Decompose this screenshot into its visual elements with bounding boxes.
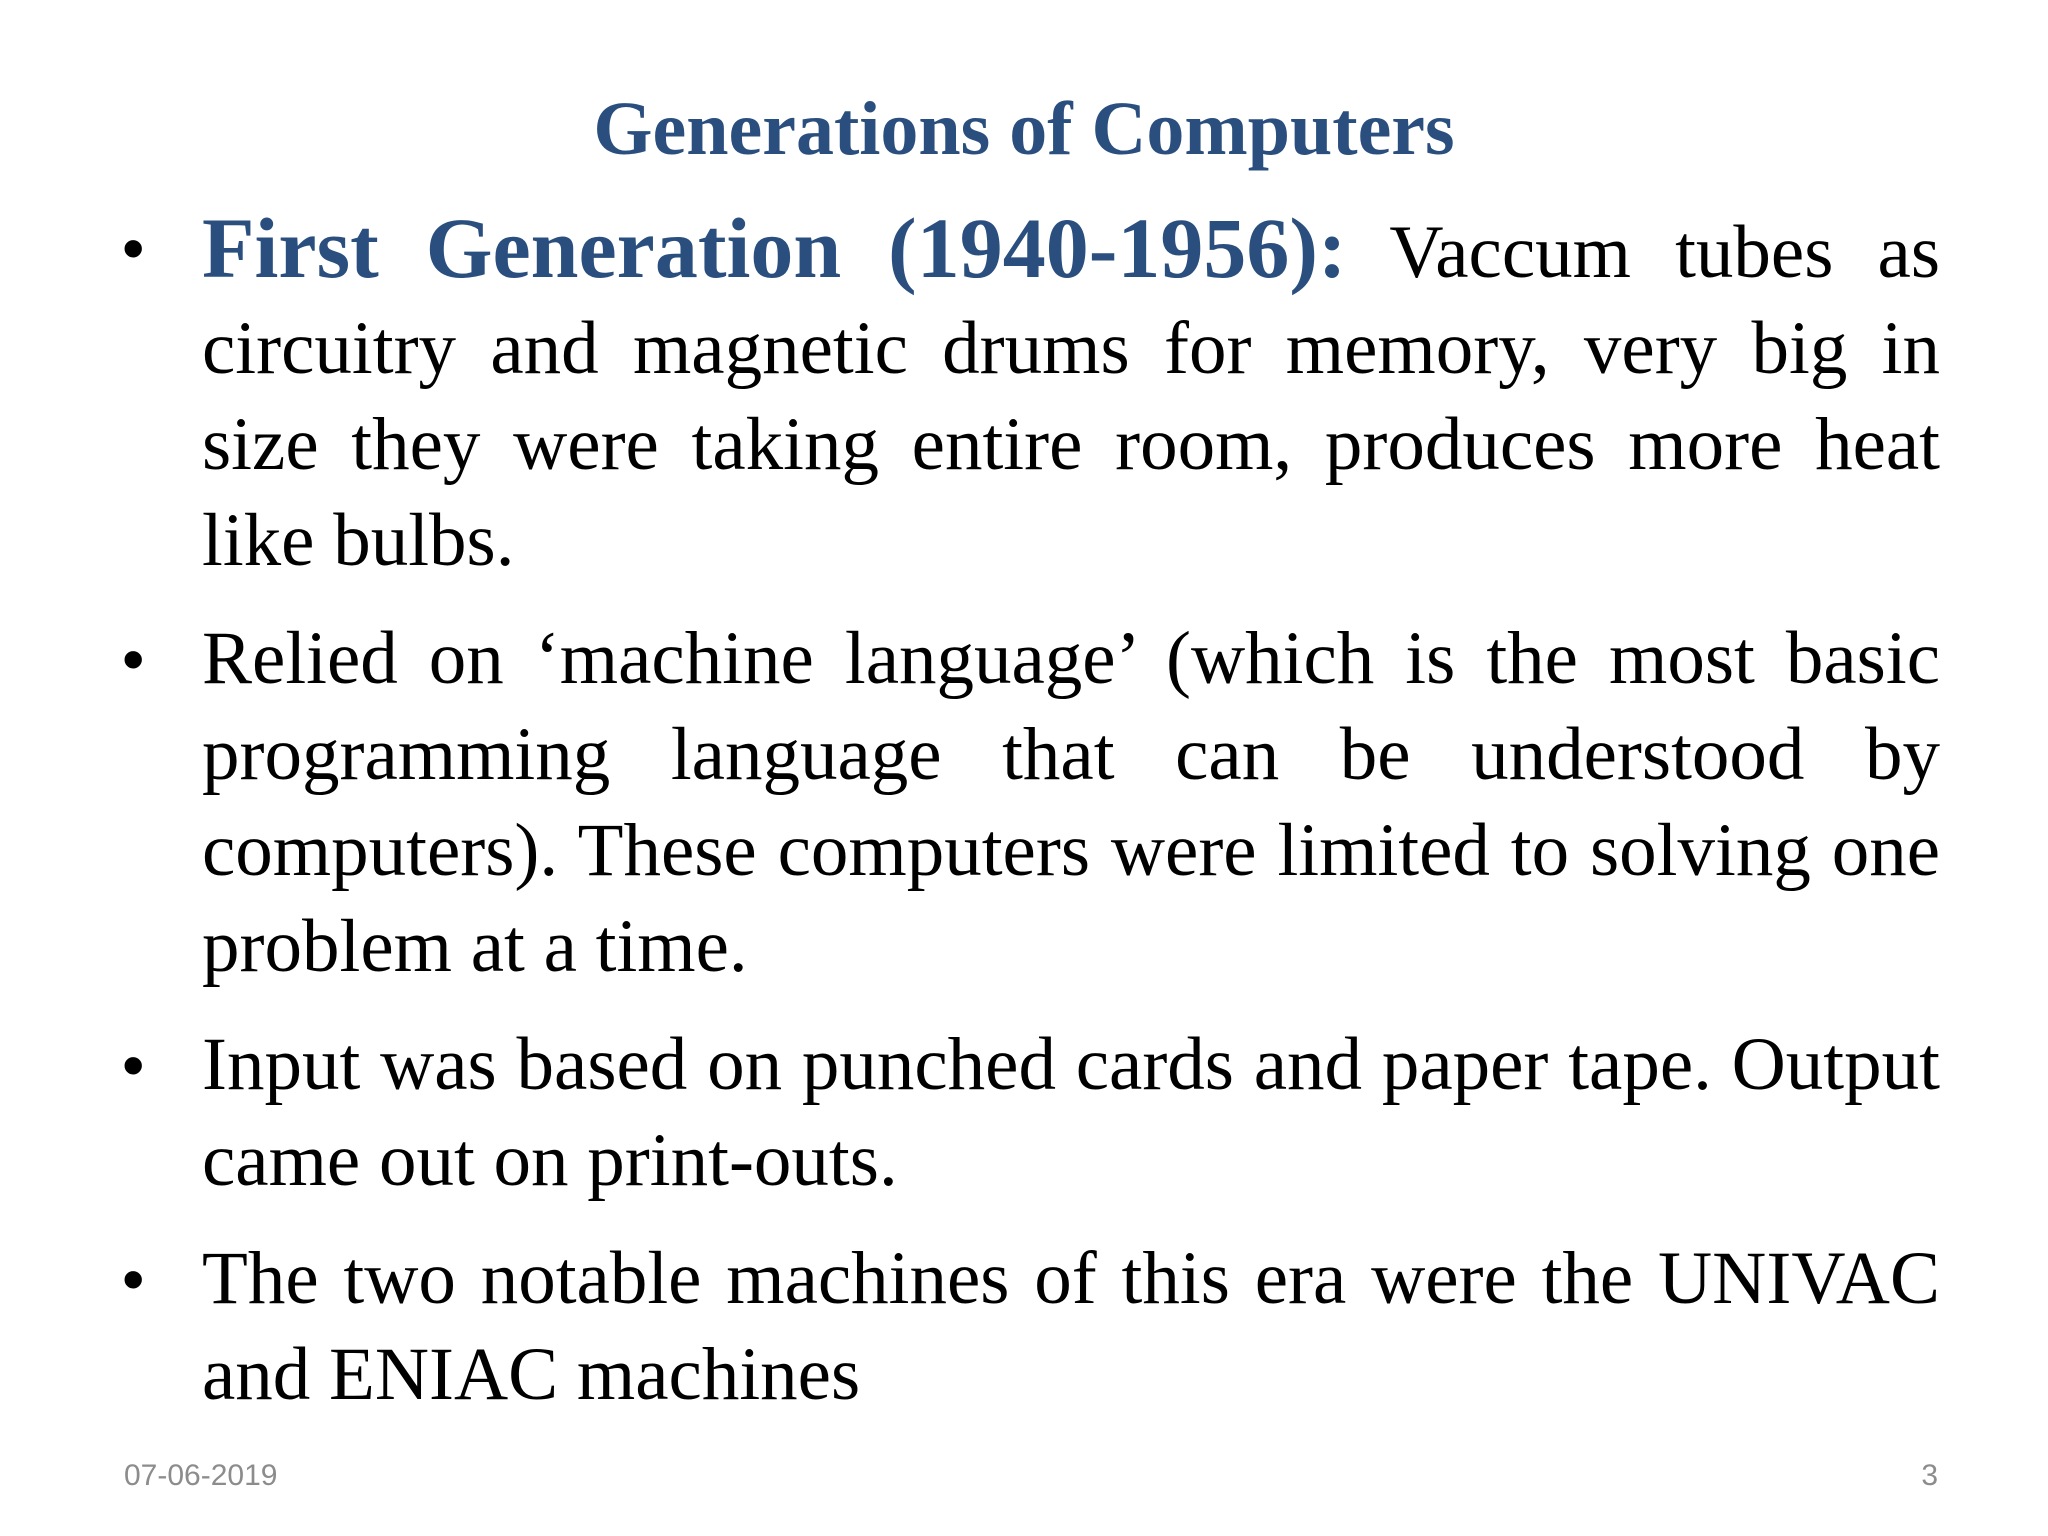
- bullet-list: [122, 200, 1940, 1445]
- slide-title: Generations of Computers: [593, 87, 1455, 171]
- bullet-text: Relied on ‘machine language’ (which is the most basic programming language that can be understood by computers). These computers were limited to solving one problem at a time.: [202, 617, 1940, 988]
- bullet-text: Input was based on punched cards and paper tape. Output came out on print-outs.: [202, 1023, 1940, 1202]
- bullet-icon: •: [122, 1029, 145, 1101]
- bullet-lead-text: First Generation (1940-1956):: [202, 200, 1347, 296]
- bullet-item-input-output: [122, 1017, 1940, 1209]
- bullet-item-notable-machines: [122, 1231, 1940, 1423]
- footer-date: 07-06-2019: [124, 1459, 278, 1492]
- bullet-icon: •: [122, 1243, 145, 1315]
- bullet-icon: •: [122, 212, 145, 284]
- bullet-item-machine-language: [122, 611, 1940, 995]
- bullet-text: Vaccum tubes as circuitry and magnetic drums for memory, very big in size they were taking entire room, produces more heat like bulbs.: [202, 211, 1941, 582]
- bullet-icon: •: [122, 623, 145, 695]
- footer-page-number: 3: [1921, 1459, 1938, 1492]
- bullet-item-first-generation: [122, 200, 1940, 589]
- bullet-text: The two notable machines of this era were the UNIVAC and ENIAC machines: [202, 1237, 1940, 1416]
